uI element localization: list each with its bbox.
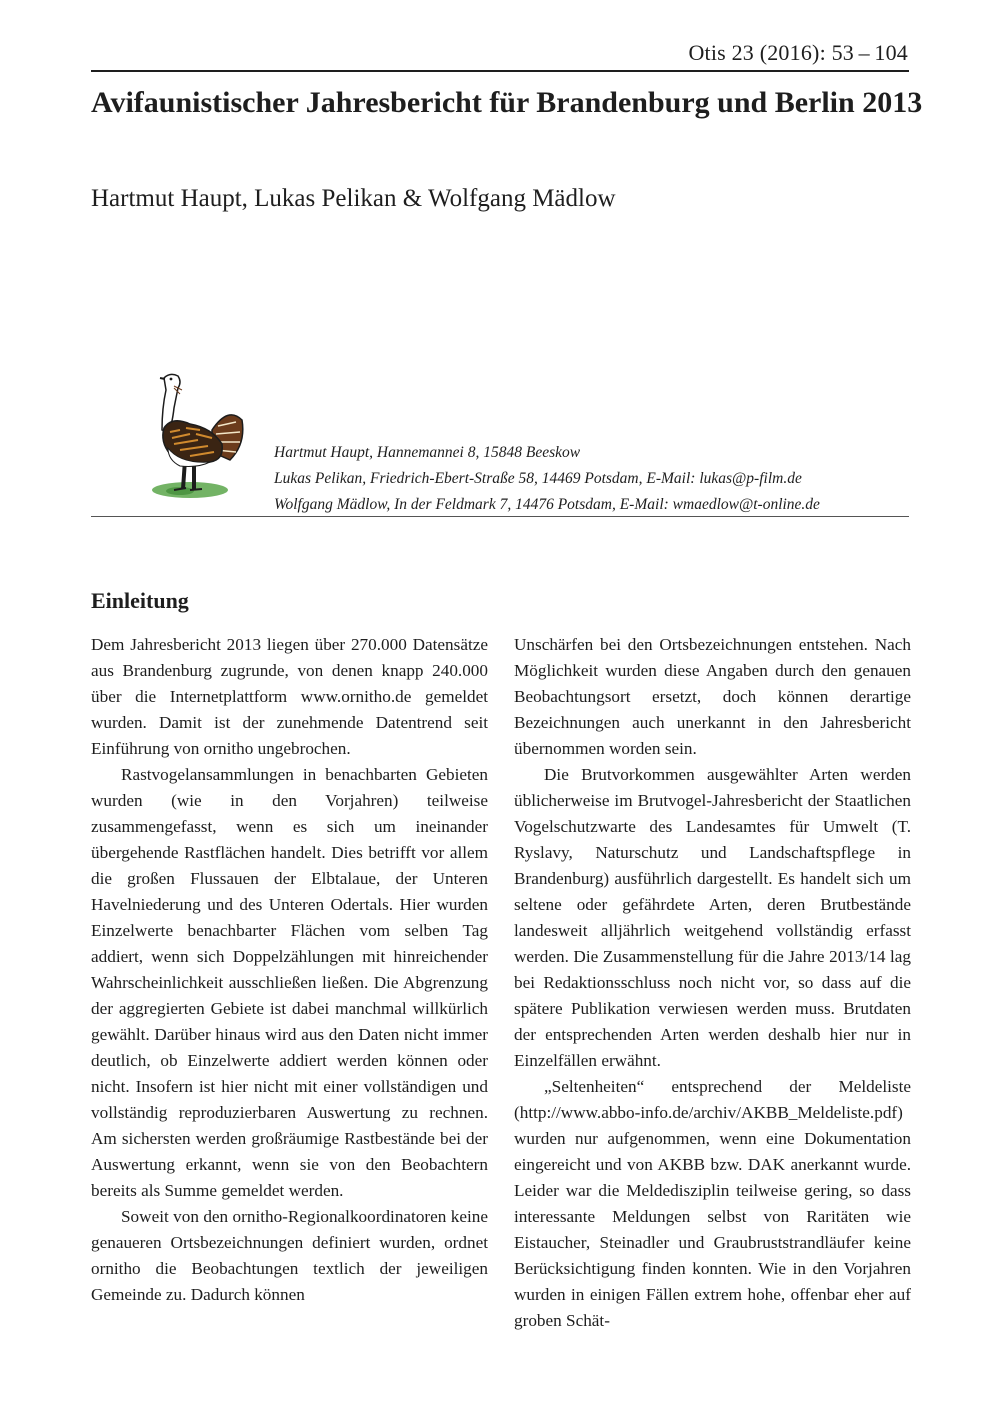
address-maedlow: Wolfgang Mädlow, In der Feldmark 7, 14476 Potsdam, E-Mail: wmaedlow@t-online.de [274, 496, 820, 513]
address-pelikan: Lukas Pelikan, Friedrich-Ebert-Straße 58, 14469 Potsdam, E-Mail: lukas@p-film.de [274, 470, 802, 487]
address-rule [91, 516, 909, 517]
paragraph: Unschärfen bei den Ortsbezeichnungen entstehen. Nach Möglichkeit wurden diese Angaben durch den genauen Beobachtungsort ersetzt, doch können derartige Bezeichnungen auch unerkannt in den Jahresbericht übernommen worden sein. [514, 635, 911, 758]
paragraph: „Seltenheiten“ entsprechend der Meldeliste (http://www.abbo-info.de/archiv/AKBB_Meldeliste.pdf) wurden nur aufgenommen, wenn eine Dokumentation eingereicht und von AKBB bzw. DAK anerkannt wurde. Leider war die Meldedisziplin teilweise gering, so dass interessante Meldungen selbst von Raritäten wie Eistaucher, Steinadler und Graubruststrandläufer keine Berücksichtigung finden konnten. Wie in den Vorjahren wurden in einigen Fällen extrem hohe, offenbar eher auf groben Schät- [514, 1077, 911, 1330]
body-column-right [514, 632, 911, 1334]
author-addresses [274, 440, 820, 518]
article-title: Avifaunistischer Jahresbericht für Brandenburg und Berlin 2013 [91, 86, 923, 119]
article-authors: Hartmut Haupt, Lukas Pelikan & Wolfgang Mädlow [91, 185, 616, 212]
header-rule [91, 70, 909, 72]
running-head-citation: Otis 23 (2016): 53 – 104 [688, 40, 908, 65]
section-heading: Einleitung [91, 588, 189, 613]
body-column-left [91, 632, 488, 1308]
great-bustard-bird-icon [150, 368, 245, 500]
paragraph: Die Brutvorkommen ausgewählter Arten werden üblicherweise im Brutvogel-Jahresbericht der Staatlichen Vogelschutzwarte des Landesamtes für Umwelt (T. Ryslavy, Naturschutz und Landschaftspflege in Brandenburg) ausführlich dargestellt. Es handelt sich um seltene oder gefährdete Arten, deren Brutbestände landesweit alljährlich weitgehend vollständig erfasst werden. Die Zusammenstellung für die Jahre 2013/14 lag bei Redaktionsschluss noch nicht vor, so dass auf die spätere Publikation verwiesen werden muss. Brutdaten der entsprechenden Arten werden deshalb hier nur in Einzelfällen erwähnt. [514, 765, 911, 1070]
paragraph: Dem Jahresbericht 2013 liegen über 270.000 Datensätze aus Brandenburg zugrunde, von denen knapp 240.000 über die Internetplattform www.ornitho.de gemeldet wurden. Damit ist der zunehmende Datentrend seit Einführung von ornitho ungebrochen. [91, 635, 488, 758]
address-haupt: Hartmut Haupt, Hannemannei 8, 15848 Beeskow [274, 444, 581, 461]
paragraph: Soweit von den ornitho-Regionalkoordinatoren keine genaueren Ortsbezeichnungen definiert wurden, ordnet ornitho die Beobachtungen textlich der jeweiligen Gemeinde zu. Dadurch können [91, 1207, 488, 1304]
paragraph: Rastvogelansammlungen in benachbarten Gebieten wurden (wie in den Vorjahren) teilweise zusammengefasst, wenn es sich um ineinander übergehende Rastflächen handelt. Dies betrifft vor allem die großen Flussauen der Elbtalaue, der Unteren Havelniederung und des Unteren Odertals. Hier wurden Einzelwerte benachbarter Flächen vom selben Tag addiert, wenn sich Doppelzählungen mit hinreichender Wahrscheinlichkeit ausschließen ließen. Die Abgrenzung der aggregierten Gebiete ist dabei manchmal willkürlich gewählt. Darüber hinaus wird aus den Daten nicht immer deutlich, ob Einzelwerte addiert werden können oder nicht. Insofern ist hier nicht mit einer vollständigen und vollständig reproduzierbaren Auswertung zu rechnen. Am sichersten werden großräumige Rastbestände bei der Auswertung erkannt, wenn sie von den Beobachtern bereits als Summe gemeldet werden. [91, 765, 488, 1200]
